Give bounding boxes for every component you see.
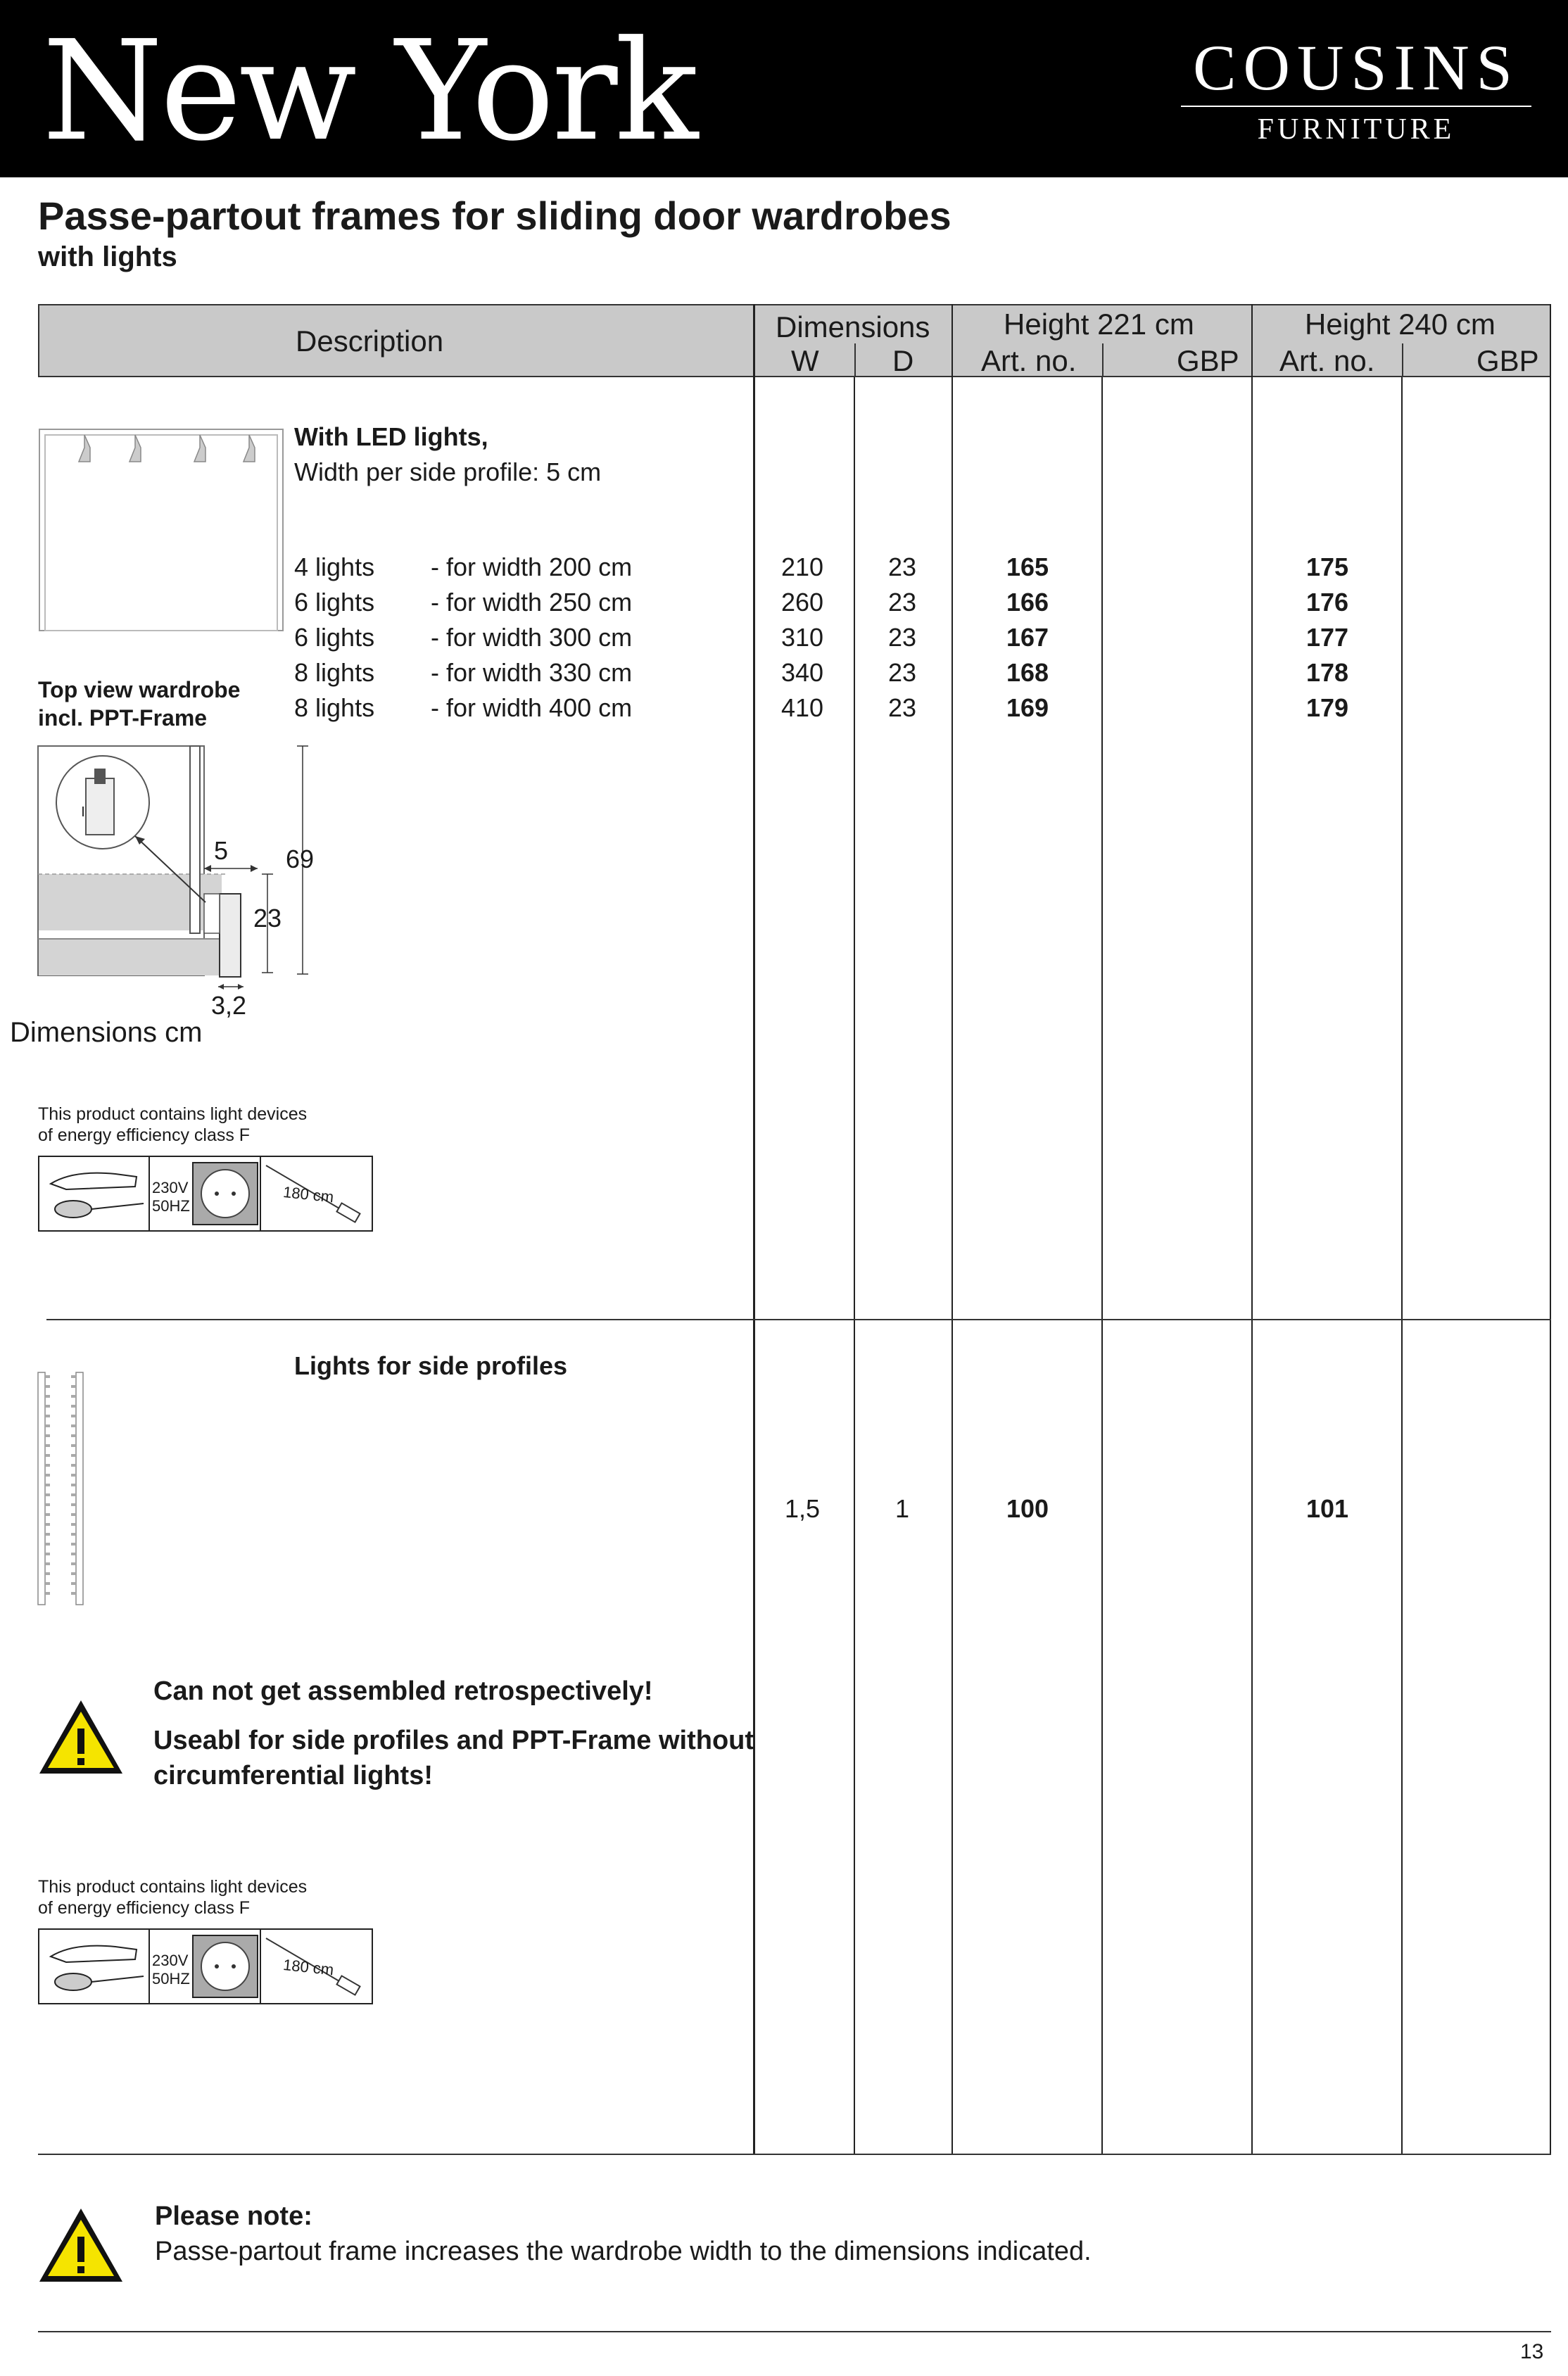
section2-art240: 101 xyxy=(1305,1494,1349,1523)
row3-art221: 167 xyxy=(1006,623,1049,652)
row5-width: - for width 400 cm xyxy=(431,693,633,722)
dim-label-23: 23 xyxy=(253,904,282,933)
row1-d: 23 xyxy=(887,552,917,581)
row5-art221: 169 xyxy=(1006,693,1049,722)
header-height-221: Height 221 cm xyxy=(1004,308,1194,341)
topview-label-line2: incl. PPT-Frame xyxy=(38,705,208,731)
frequency-label: 50HZ xyxy=(152,1197,190,1215)
row4-d: 23 xyxy=(887,658,917,687)
header-gbp-240: GBP xyxy=(1477,344,1539,377)
wardrobe-frame-illustration xyxy=(38,428,284,633)
dim-label-3-2: 3,2 xyxy=(211,991,247,1020)
column-line-gbp221 xyxy=(1251,304,1253,2155)
collection-title: New York xyxy=(42,11,696,172)
brand-logo-rule xyxy=(1181,106,1531,107)
warning-icon xyxy=(37,1698,125,1776)
section2-w: 1,5 xyxy=(784,1494,821,1523)
header-art-no-221: Art. no. xyxy=(981,344,1077,377)
section2-d: 1 xyxy=(894,1494,910,1523)
row1-art221: 165 xyxy=(1006,552,1049,581)
row5-w: 410 xyxy=(780,693,824,722)
row2-art221: 166 xyxy=(1006,588,1049,617)
voltage-label: 230V xyxy=(152,1179,189,1196)
row2-art240: 176 xyxy=(1305,588,1349,617)
row1-lights: 4 lights xyxy=(294,552,375,581)
row2-lights: 6 lights xyxy=(294,588,375,617)
row3-art240: 177 xyxy=(1305,623,1349,652)
header-height-240: Height 240 cm xyxy=(1305,308,1496,341)
table-bottom-line xyxy=(38,2154,1551,2155)
row1-width: - for width 200 cm xyxy=(431,552,633,581)
warning-text-line1: Can not get assembled retrospectively! xyxy=(153,1676,653,1706)
row3-width: - for width 300 cm xyxy=(431,623,633,652)
energy-info-2-line2: of energy efficiency class F xyxy=(38,1898,251,1918)
row4-width: - for width 330 cm xyxy=(431,658,633,687)
row4-art240: 178 xyxy=(1305,658,1349,687)
section2-art221: 100 xyxy=(1006,1494,1049,1523)
row2-w: 260 xyxy=(780,588,824,617)
page-number: 13 xyxy=(1520,2340,1544,2363)
header-divider-221 xyxy=(1102,343,1104,376)
row5-d: 23 xyxy=(887,693,917,722)
warning-text-line3: circumferential lights! xyxy=(153,1761,433,1790)
page-title: Passe-partout frames for sliding door wardrobes xyxy=(38,194,951,238)
column-line-right xyxy=(1550,304,1551,2155)
header-divider-wd xyxy=(854,343,856,376)
row4-lights: 8 lights xyxy=(294,658,375,687)
header-divider-240 xyxy=(1402,343,1403,376)
page-bottom-line xyxy=(38,2331,1551,2332)
energy-info-2-line1: This product contains light devices xyxy=(38,1877,308,1897)
dimensions-cm-label: Dimensions cm xyxy=(10,1017,203,1048)
section2-title: Lights for side profiles xyxy=(294,1351,568,1380)
row2-d: 23 xyxy=(887,588,917,617)
row5-lights: 8 lights xyxy=(294,693,375,722)
topview-label-line1: Top view wardrobe xyxy=(38,677,241,702)
header-description: Description xyxy=(296,324,444,358)
dim-label-5: 5 xyxy=(214,836,229,865)
row4-w: 340 xyxy=(780,658,824,687)
cable-length-label: 180 cm xyxy=(282,1182,335,1206)
section1-subtitle: Width per side profile: 5 cm xyxy=(294,457,602,486)
voltage-label-2: 230V xyxy=(152,1952,189,1969)
side-profile-lights-illustration xyxy=(35,1371,91,1607)
warning-text-line2: Useabl for side profiles and PPT-Frame without xyxy=(153,1726,754,1755)
note-warning-icon xyxy=(37,2206,125,2285)
header-gbp-221: GBP xyxy=(1177,344,1239,377)
frequency-label-2: 50HZ xyxy=(152,1970,190,1988)
header-dimensions: Dimensions xyxy=(776,310,930,343)
section1-title: With LED lights, xyxy=(294,422,488,451)
row3-lights: 6 lights xyxy=(294,623,375,652)
energy-info-line1: This product contains light devices xyxy=(38,1104,308,1124)
energy-info-line2: of energy efficiency class F xyxy=(38,1125,251,1145)
header-art-no-240: Art. no. xyxy=(1279,344,1375,377)
header-d: D xyxy=(892,344,914,377)
cable-length-label-2: 180 cm xyxy=(282,1955,335,1979)
header-w: W xyxy=(791,344,819,377)
column-line-art240 xyxy=(1401,377,1403,2155)
column-line-art221 xyxy=(1101,377,1103,2155)
brand-logo-name: COUSINS xyxy=(1193,32,1519,103)
row5-art240: 179 xyxy=(1305,693,1349,722)
row3-d: 23 xyxy=(887,623,917,652)
row1-art240: 175 xyxy=(1305,552,1349,581)
note-title: Please note: xyxy=(155,2201,312,2231)
page-subtitle: with lights xyxy=(38,241,177,272)
section-separator xyxy=(46,1319,1551,1320)
note-text: Passe-partout frame increases the wardrobe width to the dimensions indicated. xyxy=(155,2237,1092,2266)
row1-w: 210 xyxy=(780,552,824,581)
brand-logo-subtitle: FURNITURE xyxy=(1257,113,1455,146)
dim-label-69: 69 xyxy=(286,845,315,873)
row2-width: - for width 250 cm xyxy=(431,588,633,617)
row3-w: 310 xyxy=(780,623,824,652)
row4-art221: 168 xyxy=(1006,658,1049,687)
column-line-d xyxy=(951,304,953,2155)
